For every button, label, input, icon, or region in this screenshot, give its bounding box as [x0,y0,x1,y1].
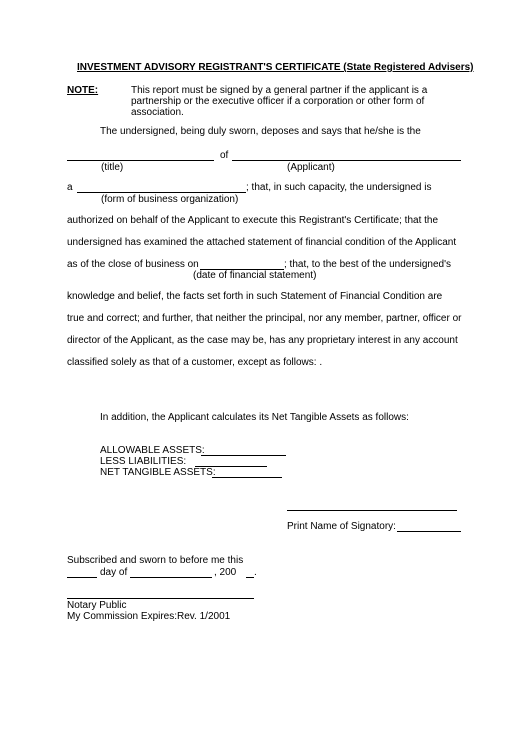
note-line-2: partnership or the executive officer if a corporation or other form of [131,96,425,107]
commission-expires-label: My Commission Expires:Rev. 1/2001 [67,611,231,622]
signature-field[interactable] [287,510,457,511]
day-field[interactable] [67,577,97,578]
best-of-text: ; that, to the best of the undersigned's [284,259,452,270]
note-line-1: This report must be signed by a general partner if the applicant is a [131,85,428,96]
net-tangible-assets-field[interactable] [212,477,282,478]
subscribed-sworn-text: Subscribed and sworn to before me this [67,555,244,566]
title-caption: (title) [101,162,124,173]
less-liabilities-label: LESS LIABILITIES: [100,456,187,467]
a-text: a [67,182,73,193]
capacity-text: ; that, in such capacity, the undersigned is [246,182,432,193]
close-of-business-text: as of the close of business on [67,259,199,270]
applicant-field[interactable] [232,160,461,161]
business-organization-field[interactable] [77,192,246,193]
date-caption: (date of financial statement) [193,270,317,281]
of-text: of [220,150,229,161]
title-field[interactable] [67,160,214,161]
note-label: NOTE: [67,85,99,96]
body-line-3: knowledge and belief, the facts set forth in such Statement of Financial Condition are [67,291,443,302]
allowable-assets-label: ALLOWABLE ASSETS: [100,445,205,456]
notary-signature-field[interactable] [67,598,254,599]
addition-text: In addition, the Applicant calculates its Net Tangible Assets as follows: [100,412,409,423]
body-line-4: true and correct; and further, that neither the principal, nor any member, partner, officer or [67,313,462,324]
body-line-6: classified solely as that of a customer, except as follows: . [67,357,323,368]
form-title: INVESTMENT ADVISORY REGISTRANT'S CERTIFICATE (State Registered Advisers) [77,62,474,73]
business-organization-caption: (form of business organization) [101,194,239,205]
body-line-2: undersigned has examined the attached statement of financial condition of the Applicant [67,237,457,248]
print-name-field[interactable] [397,531,461,532]
body-line-1: authorized on behalf of the Applicant to execute this Registrant's Certificate; that the [67,215,439,226]
year-text: , 200 [214,567,237,578]
allowable-assets-field[interactable] [201,455,286,456]
applicant-caption: (Applicant) [287,162,335,173]
notary-public-label: Notary Public [67,600,127,611]
month-field[interactable] [130,577,212,578]
print-name-label: Print Name of Signatory: [287,521,396,532]
net-tangible-assets-label: NET TANGIBLE ASSETS: [100,467,216,478]
note-line-3: association. [131,107,184,118]
day-of-text: day of [100,567,128,578]
year-field[interactable] [246,577,254,578]
body-line-5: director of the Applicant, as the case may be, has any proprietary interest in any account [67,335,458,346]
period-text: . [254,567,257,578]
intro-text: The undersigned, being duly sworn, deposes and says that he/she is the [100,126,421,137]
